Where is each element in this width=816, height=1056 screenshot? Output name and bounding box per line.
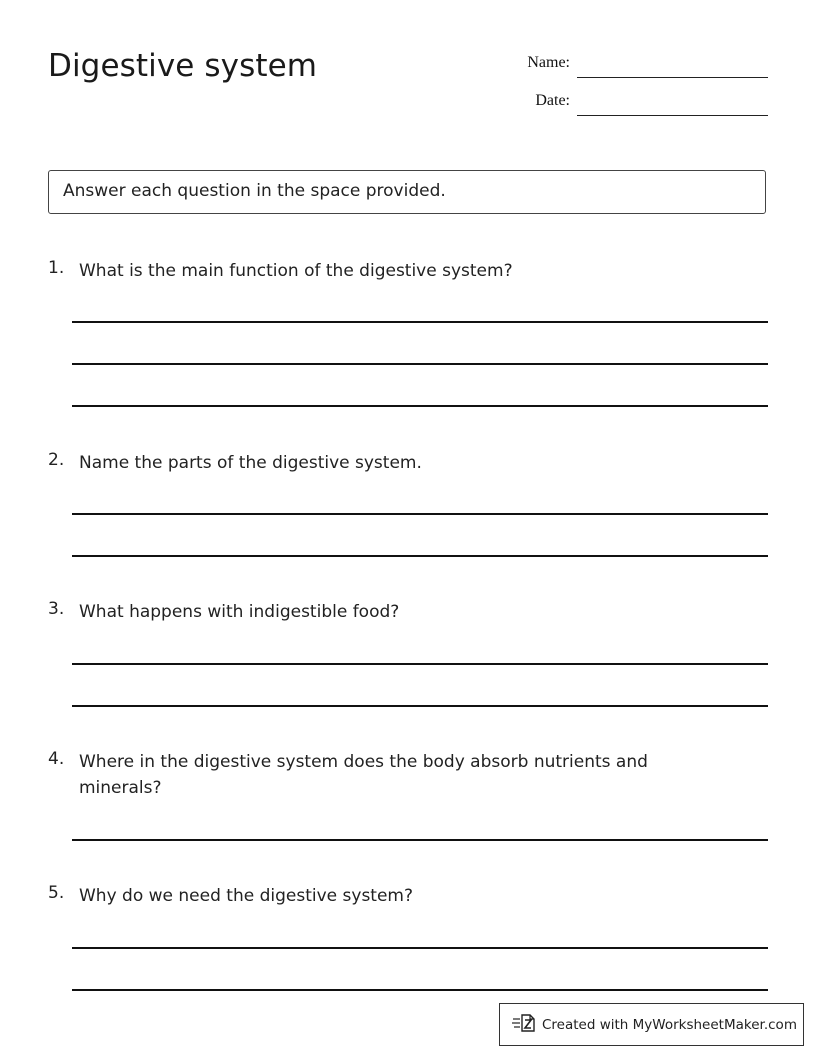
worksheet-maker-logo-icon [512, 1013, 542, 1037]
instructions-box: Answer each question in the space provided. [48, 170, 766, 214]
answer-line[interactable] [72, 363, 768, 365]
question-number: 1. [48, 258, 65, 278]
question-number: 3. [48, 599, 65, 619]
footer-text: Created with MyWorksheetMaker.com [542, 1016, 797, 1033]
name-line[interactable] [577, 77, 768, 78]
answer-line[interactable] [72, 663, 768, 665]
worksheet-title: Digestive system [48, 48, 318, 84]
question-text: Where in the digestive system does the body absorb nutrients and minerals? [79, 752, 648, 798]
answer-line[interactable] [72, 405, 768, 407]
answer-line[interactable] [72, 947, 768, 949]
question-text: Name the parts of the digestive system. [79, 453, 422, 473]
question-number: 5. [48, 883, 65, 903]
name-label: Name: [527, 54, 570, 71]
footer-credit[interactable] [499, 1003, 804, 1046]
date-label: Date: [535, 92, 570, 109]
answer-line[interactable] [72, 839, 768, 841]
answer-line[interactable] [72, 989, 768, 991]
date-line[interactable] [577, 115, 768, 116]
answer-line[interactable] [72, 555, 768, 557]
question-text: What happens with indigestible food? [79, 602, 400, 622]
question-text: What is the main function of the digestive system? [79, 261, 513, 281]
question-text: Why do we need the digestive system? [79, 886, 414, 906]
name-field [518, 48, 768, 78]
question-number: 2. [48, 450, 65, 470]
question-number: 4. [48, 749, 65, 769]
answer-line[interactable] [72, 321, 768, 323]
answer-line[interactable] [72, 705, 768, 707]
answer-line[interactable] [72, 513, 768, 515]
date-field [518, 86, 768, 116]
